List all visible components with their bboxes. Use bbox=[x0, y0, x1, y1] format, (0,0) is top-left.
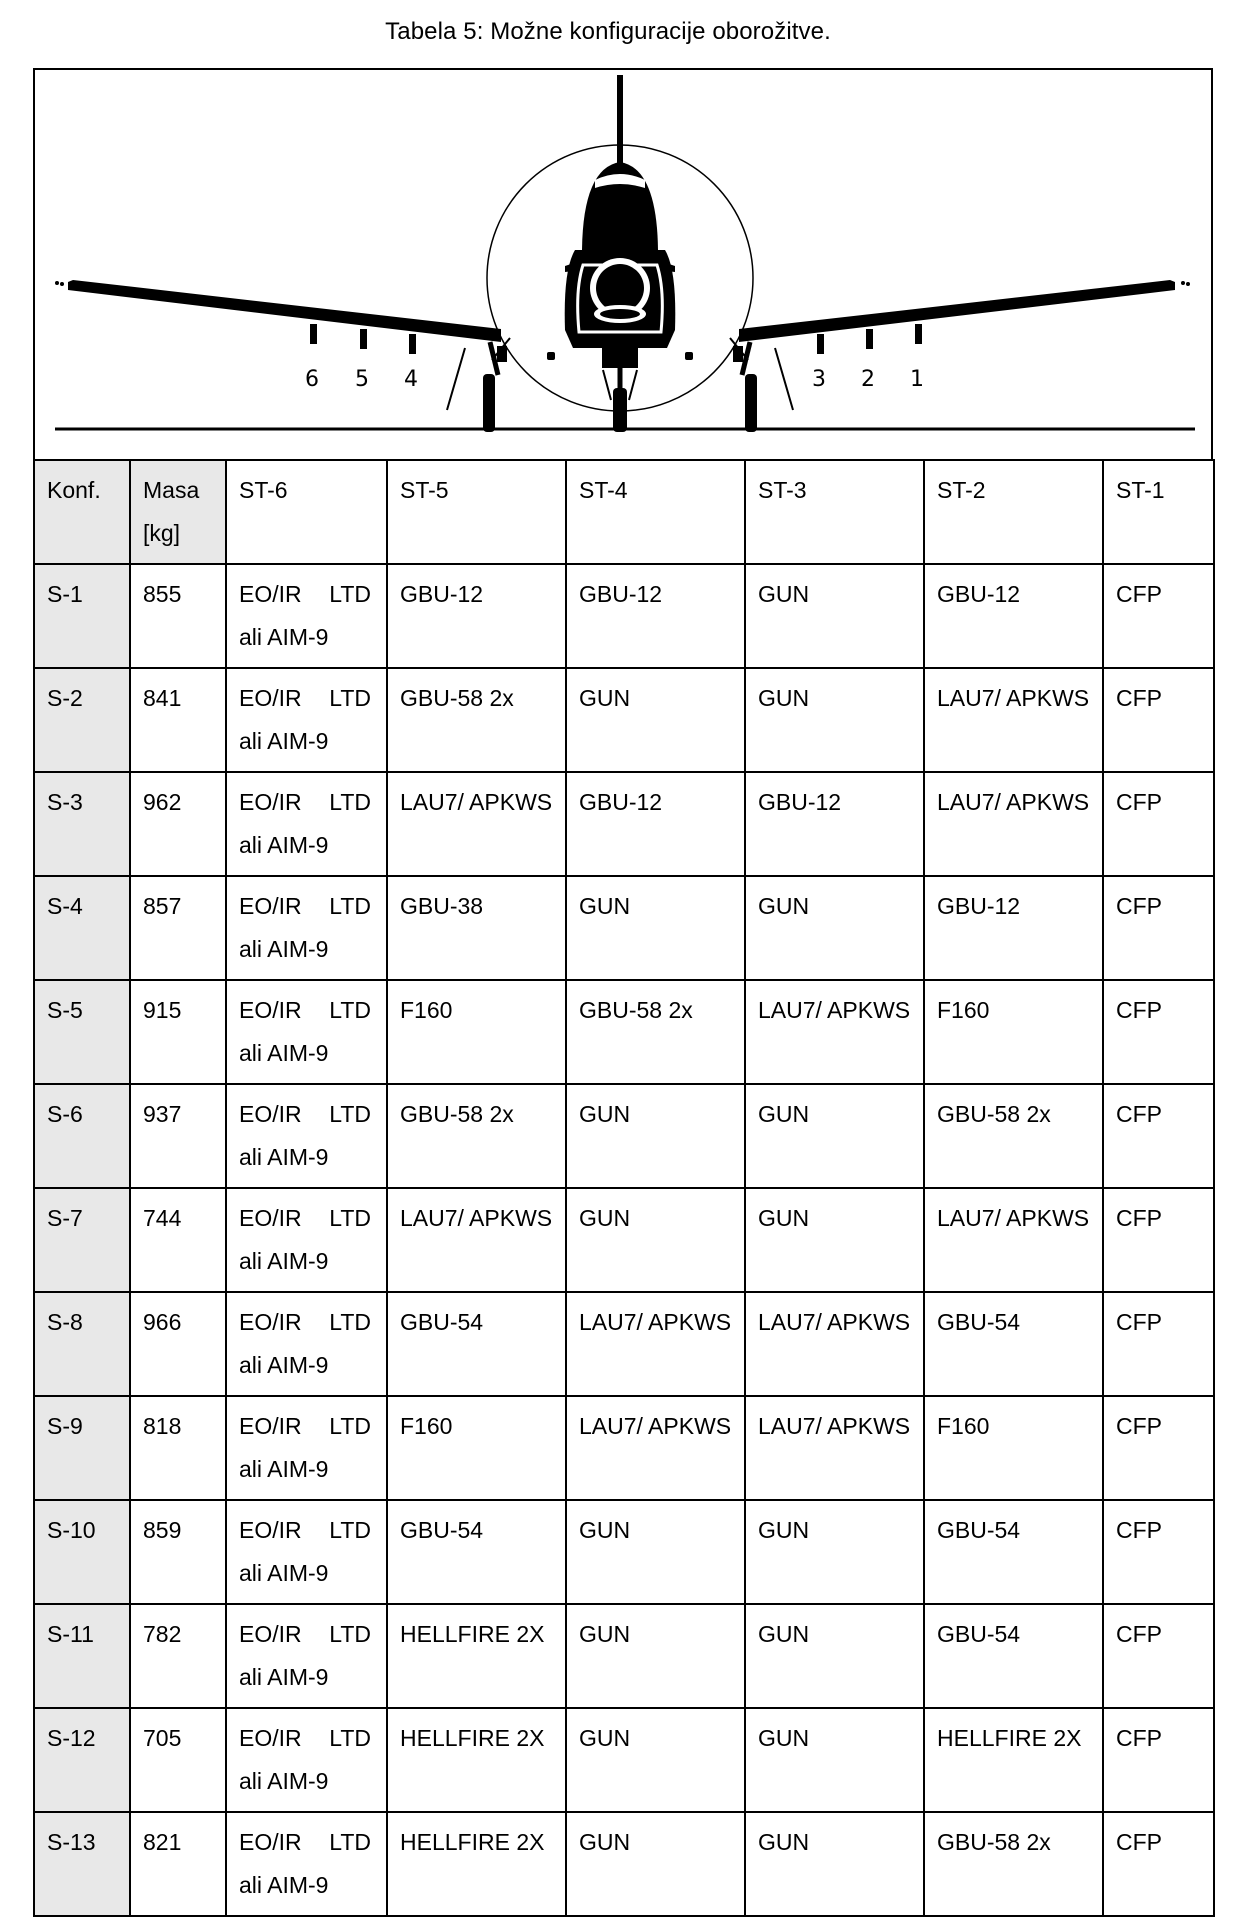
cell-st6-part: ali AIM-9 bbox=[239, 728, 329, 754]
left-wing bbox=[68, 280, 501, 342]
cell-st3: GBU-12 bbox=[745, 772, 924, 876]
cell-st2: GBU-12 bbox=[924, 876, 1103, 980]
cell-st3: GUN bbox=[745, 1500, 924, 1604]
cell-st6-part: LTD bbox=[329, 685, 371, 711]
cell-st5: HELLFIRE 2X bbox=[387, 1812, 566, 1916]
cell-st6-part: LTD bbox=[329, 893, 371, 919]
table-row bbox=[34, 876, 1214, 980]
pylon-5 bbox=[360, 329, 367, 349]
cell-st3: GUN bbox=[745, 1812, 924, 1916]
spinner bbox=[596, 264, 644, 312]
cell-konf: S-4 bbox=[34, 876, 130, 980]
cell-st5: GBU-54 bbox=[387, 1500, 566, 1604]
cell-st6 bbox=[226, 1812, 387, 1916]
cell-konf: S-8 bbox=[34, 1292, 130, 1396]
cell-konf: S-5 bbox=[34, 980, 130, 1084]
cell-st6-part: ali AIM-9 bbox=[239, 1872, 329, 1898]
cell-st5: LAU7/ APKWS bbox=[387, 1188, 566, 1292]
cell-st6-part: EO/IR bbox=[239, 1725, 302, 1751]
cell-st4: GUN bbox=[566, 1604, 745, 1708]
table-row bbox=[34, 1812, 1214, 1916]
cell-konf: S-3 bbox=[34, 772, 130, 876]
cell-st4: LAU7/ APKWS bbox=[566, 1292, 745, 1396]
aircraft-figure bbox=[33, 68, 1213, 459]
cell-st6-part: LTD bbox=[329, 581, 371, 607]
cell-st6-part: EO/IR bbox=[239, 1413, 302, 1439]
cell-st1: CFP bbox=[1103, 980, 1214, 1084]
cell-st6 bbox=[226, 1084, 387, 1188]
cell-konf: S-6 bbox=[34, 1084, 130, 1188]
cell-masa: 841 bbox=[130, 668, 226, 772]
cell-st6-part: ali AIM-9 bbox=[239, 1144, 329, 1170]
cell-st6 bbox=[226, 1604, 387, 1708]
cell-st4: GUN bbox=[566, 1500, 745, 1604]
cell-masa: 915 bbox=[130, 980, 226, 1084]
cell-st6-part: ali AIM-9 bbox=[239, 1040, 329, 1066]
cell-st4: GBU-12 bbox=[566, 564, 745, 668]
cell-st6-part: LTD bbox=[329, 1309, 371, 1335]
cell-st6-part: EO/IR bbox=[239, 1621, 302, 1647]
cell-st2: GBU-12 bbox=[924, 564, 1103, 668]
table-row bbox=[34, 980, 1214, 1084]
cell-st6-part: ali AIM-9 bbox=[239, 1560, 329, 1586]
cell-st3: GUN bbox=[745, 1708, 924, 1812]
cell-st6-part: LTD bbox=[329, 789, 371, 815]
cell-st6-part: EO/IR bbox=[239, 1205, 302, 1231]
cell-st5: F160 bbox=[387, 1396, 566, 1500]
cell-st1: CFP bbox=[1103, 1812, 1214, 1916]
pylon-3 bbox=[817, 334, 824, 354]
station-label-1: 1 bbox=[910, 367, 924, 392]
cell-st6-part: EO/IR bbox=[239, 1309, 302, 1335]
col-header-st2: ST-2 bbox=[924, 460, 1103, 564]
cell-st6-part: ali AIM-9 bbox=[239, 1456, 329, 1482]
cell-st1: CFP bbox=[1103, 772, 1214, 876]
table-row bbox=[34, 1188, 1214, 1292]
cell-st6-part: EO/IR bbox=[239, 1101, 302, 1127]
cell-st1: CFP bbox=[1103, 1084, 1214, 1188]
cell-st5: F160 bbox=[387, 980, 566, 1084]
cell-st3: GUN bbox=[745, 564, 924, 668]
cell-st6-part: LTD bbox=[329, 1413, 371, 1439]
cell-st2: LAU7/ APKWS bbox=[924, 1188, 1103, 1292]
cell-st2: HELLFIRE 2X bbox=[924, 1708, 1103, 1812]
cell-masa: 705 bbox=[130, 1708, 226, 1812]
cell-st2: GBU-54 bbox=[924, 1604, 1103, 1708]
configuration-table bbox=[33, 459, 1215, 1917]
cell-st4: GUN bbox=[566, 668, 745, 772]
station-label-4: 4 bbox=[404, 367, 418, 392]
cell-st4: GUN bbox=[566, 1812, 745, 1916]
cell-st6-part: EO/IR bbox=[239, 789, 302, 815]
cell-st2: GBU-58 2x bbox=[924, 1812, 1103, 1916]
cell-st6 bbox=[226, 1500, 387, 1604]
pylon-1 bbox=[915, 324, 922, 344]
cell-st4: GBU-58 2x bbox=[566, 980, 745, 1084]
nose-gear-door bbox=[602, 348, 638, 368]
cell-konf: S-7 bbox=[34, 1188, 130, 1292]
cell-st5: GBU-58 2x bbox=[387, 668, 566, 772]
cell-st6 bbox=[226, 876, 387, 980]
antenna bbox=[617, 75, 623, 163]
cell-st6-part: EO/IR bbox=[239, 997, 302, 1023]
cell-st6-part: LTD bbox=[329, 997, 371, 1023]
pylon-4 bbox=[409, 334, 416, 354]
cell-konf: S-1 bbox=[34, 564, 130, 668]
left-main-wheel bbox=[483, 374, 495, 432]
cell-st4: GUN bbox=[566, 876, 745, 980]
cell-st4: GBU-12 bbox=[566, 772, 745, 876]
cell-st6 bbox=[226, 1708, 387, 1812]
cell-st6-part: EO/IR bbox=[239, 581, 302, 607]
table-row bbox=[34, 1084, 1214, 1188]
cell-st5: HELLFIRE 2X bbox=[387, 1708, 566, 1812]
table-row bbox=[34, 1396, 1214, 1500]
cell-st3: LAU7/ APKWS bbox=[745, 980, 924, 1084]
cell-masa: 821 bbox=[130, 1812, 226, 1916]
cell-st6-part: EO/IR bbox=[239, 893, 302, 919]
cell-st3: GUN bbox=[745, 1084, 924, 1188]
cell-st5: GBU-54 bbox=[387, 1292, 566, 1396]
cell-st1: CFP bbox=[1103, 1708, 1214, 1812]
cell-masa: 859 bbox=[130, 1500, 226, 1604]
cell-st3: LAU7/ APKWS bbox=[745, 1396, 924, 1500]
cell-st2: LAU7/ APKWS bbox=[924, 772, 1103, 876]
station-label-3: 3 bbox=[812, 367, 826, 392]
cell-st2: F160 bbox=[924, 980, 1103, 1084]
cell-masa: 782 bbox=[130, 1604, 226, 1708]
table-header-row bbox=[34, 460, 1214, 564]
table-row bbox=[34, 668, 1214, 772]
cell-st6 bbox=[226, 1292, 387, 1396]
cell-st1: CFP bbox=[1103, 1604, 1214, 1708]
cell-st3: GUN bbox=[745, 1604, 924, 1708]
cell-st4: GUN bbox=[566, 1084, 745, 1188]
cell-st6 bbox=[226, 668, 387, 772]
cell-st1: CFP bbox=[1103, 1188, 1214, 1292]
cell-st6-part: EO/IR bbox=[239, 1829, 302, 1855]
cell-konf: S-10 bbox=[34, 1500, 130, 1604]
right-wing bbox=[739, 280, 1175, 342]
cell-st4: GUN bbox=[566, 1188, 745, 1292]
cell-st6 bbox=[226, 564, 387, 668]
cell-st5: GBU-38 bbox=[387, 876, 566, 980]
cell-st6-part: LTD bbox=[329, 1725, 371, 1751]
cell-konf: S-9 bbox=[34, 1396, 130, 1500]
cell-masa: 966 bbox=[130, 1292, 226, 1396]
cell-st1: CFP bbox=[1103, 1292, 1214, 1396]
cell-st2: F160 bbox=[924, 1396, 1103, 1500]
cell-st6-part: ali AIM-9 bbox=[239, 832, 329, 858]
cell-st6-part: LTD bbox=[329, 1621, 371, 1647]
cell-st6-part: ali AIM-9 bbox=[239, 1664, 329, 1690]
cell-st6 bbox=[226, 1396, 387, 1500]
cell-st2: GBU-54 bbox=[924, 1292, 1103, 1396]
cell-st1: CFP bbox=[1103, 1396, 1214, 1500]
cell-st2: LAU7/ APKWS bbox=[924, 668, 1103, 772]
col-header-st3: ST-3 bbox=[745, 460, 924, 564]
cell-masa: 818 bbox=[130, 1396, 226, 1500]
right-main-wheel bbox=[745, 374, 757, 432]
cell-st5: GBU-12 bbox=[387, 564, 566, 668]
col-header-st1: ST-1 bbox=[1103, 460, 1214, 564]
col-header-st4: ST-4 bbox=[566, 460, 745, 564]
cell-st6-part: EO/IR bbox=[239, 1517, 302, 1543]
cell-st6-part: ali AIM-9 bbox=[239, 1768, 329, 1794]
cell-st5: HELLFIRE 2X bbox=[387, 1604, 566, 1708]
cell-st6-part: LTD bbox=[329, 1517, 371, 1543]
pylon-2 bbox=[866, 329, 873, 349]
cell-masa: 962 bbox=[130, 772, 226, 876]
cell-konf: S-2 bbox=[34, 668, 130, 772]
cell-konf: S-11 bbox=[34, 1604, 130, 1708]
cell-st3: GUN bbox=[745, 876, 924, 980]
col-header-st6: ST-6 bbox=[226, 460, 387, 564]
cell-st6 bbox=[226, 980, 387, 1084]
cell-masa: 855 bbox=[130, 564, 226, 668]
cell-st6-part: ali AIM-9 bbox=[239, 624, 329, 650]
station-label-5: 5 bbox=[355, 367, 369, 392]
cell-st6 bbox=[226, 1188, 387, 1292]
cell-st3: GUN bbox=[745, 1188, 924, 1292]
cell-st6-part: ali AIM-9 bbox=[239, 1352, 329, 1378]
cell-st1: CFP bbox=[1103, 668, 1214, 772]
cell-masa: 857 bbox=[130, 876, 226, 980]
cell-st4: LAU7/ APKWS bbox=[566, 1396, 745, 1500]
station-label-6: 6 bbox=[305, 367, 319, 392]
cell-masa: 744 bbox=[130, 1188, 226, 1292]
station-label-2: 2 bbox=[861, 367, 875, 392]
cell-st4: GUN bbox=[566, 1708, 745, 1812]
cell-st6-part: ali AIM-9 bbox=[239, 936, 329, 962]
cell-st6-part: ali AIM-9 bbox=[239, 1248, 329, 1274]
col-header-konf: Konf. bbox=[34, 460, 130, 564]
table-row bbox=[34, 1500, 1214, 1604]
table-row bbox=[34, 564, 1214, 668]
table-row bbox=[34, 1292, 1214, 1396]
cell-st6 bbox=[226, 772, 387, 876]
table-row bbox=[34, 1604, 1214, 1708]
table-row bbox=[34, 772, 1214, 876]
cell-st6-part: EO/IR bbox=[239, 685, 302, 711]
col-header-st5: ST-5 bbox=[387, 460, 566, 564]
pylon-6 bbox=[310, 324, 317, 344]
cell-konf: S-13 bbox=[34, 1812, 130, 1916]
cell-konf: S-12 bbox=[34, 1708, 130, 1812]
cell-st5: LAU7/ APKWS bbox=[387, 772, 566, 876]
cell-st2: GBU-58 2x bbox=[924, 1084, 1103, 1188]
cell-st3: GUN bbox=[745, 668, 924, 772]
nose-wheel bbox=[613, 388, 627, 432]
cell-st3: LAU7/ APKWS bbox=[745, 1292, 924, 1396]
cell-st2: GBU-54 bbox=[924, 1500, 1103, 1604]
col-header-masa: Masa [kg] bbox=[130, 460, 226, 564]
cell-st6-part: LTD bbox=[329, 1205, 371, 1231]
cell-st5: GBU-58 2x bbox=[387, 1084, 566, 1188]
cell-st6-part: LTD bbox=[329, 1101, 371, 1127]
table-caption: Tabela 5: Možne konfiguracije oborožitve. bbox=[385, 18, 831, 45]
cell-masa: 937 bbox=[130, 1084, 226, 1188]
table-row bbox=[34, 1708, 1214, 1812]
cell-st1: CFP bbox=[1103, 564, 1214, 668]
aircraft-front-view-drawing bbox=[35, 70, 1215, 461]
cell-st1: CFP bbox=[1103, 876, 1214, 980]
cell-st6-part: LTD bbox=[329, 1829, 371, 1855]
cell-st1: CFP bbox=[1103, 1500, 1214, 1604]
